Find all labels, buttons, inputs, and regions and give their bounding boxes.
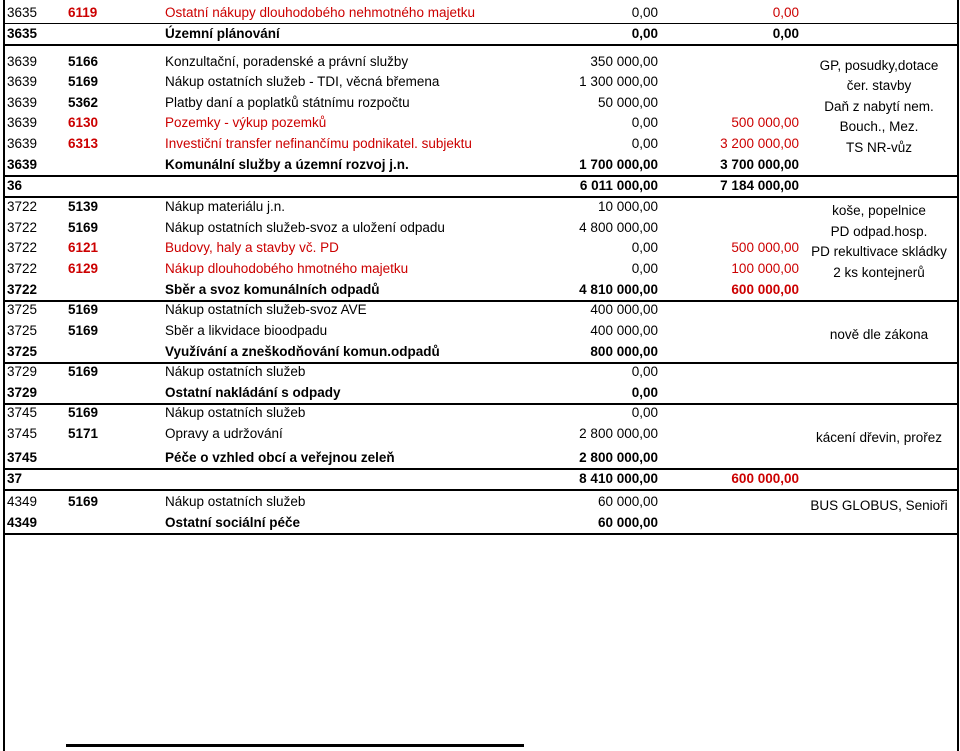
- item-description: Nákup ostatních služeb - TDI, věcná břemena: [165, 74, 440, 89]
- amount-change: [625, 300, 799, 320]
- amount-change: [625, 342, 799, 362]
- amount-change: [625, 492, 799, 512]
- item-description: Investiční transfer nefinančímu podnikatel. subjektu: [165, 136, 472, 151]
- row-note: čer. stavby: [846, 78, 912, 93]
- paragraph-code: 3725: [7, 302, 38, 317]
- item-description: Nákup ostatních služeb: [165, 405, 306, 420]
- item-code: [68, 176, 158, 196]
- amount-original: 0,00: [631, 26, 658, 41]
- table-row: [5, 134, 957, 154]
- item-code: 6119: [68, 5, 98, 20]
- amount-original: 4 800 000,00: [579, 220, 658, 235]
- amount-change: 3 200 000,00: [720, 136, 799, 151]
- item-description: Ostatní nákupy dlouhodobého nehmotného majetku: [165, 5, 475, 20]
- amount-original: 6 011 000,00: [579, 178, 658, 193]
- table-row: [5, 280, 957, 302]
- item-description: Konzultační, poradenské a právní služby: [165, 54, 409, 69]
- item-code: 5169: [68, 405, 99, 420]
- paragraph-code: 3635: [7, 5, 38, 20]
- amount-original: 0,00: [631, 364, 658, 379]
- table-row: [5, 24, 957, 46]
- paragraph-code: 3722: [7, 220, 38, 235]
- amount-original: 4 810 000,00: [579, 282, 658, 297]
- item-code: [68, 469, 158, 489]
- item-code: 5169: [68, 323, 99, 338]
- row-note: [803, 342, 955, 362]
- paragraph-code: 36: [7, 178, 23, 193]
- table-row: [5, 342, 957, 364]
- amount-change: [625, 218, 799, 238]
- table-row: [5, 492, 957, 512]
- row-note: BUS GLOBUS, Senioři: [810, 498, 948, 513]
- paragraph-code: 4349: [7, 515, 38, 530]
- row-note: koše, popelnice: [832, 203, 926, 218]
- table-row: [5, 93, 957, 113]
- table-row: [5, 155, 957, 177]
- row-note: nově dle zákona: [829, 327, 929, 342]
- item-description: Nákup dlouhodobého hmotného majetku: [165, 261, 409, 276]
- item-code: 5169: [68, 74, 99, 89]
- item-description: Budovy, haly a stavby vč. PD: [165, 240, 339, 255]
- amount-original: 2 800 000,00: [579, 450, 658, 465]
- amount-change: [625, 448, 799, 468]
- paragraph-code: 3729: [7, 364, 38, 379]
- item-code: [68, 448, 158, 468]
- table-row: [5, 424, 957, 444]
- item-code: 5166: [68, 54, 99, 69]
- item-description: Ostatní nakládání s odpady: [165, 385, 341, 400]
- row-note: [803, 469, 955, 489]
- table-row: [5, 448, 957, 470]
- item-description: Nákup ostatních služeb: [165, 364, 306, 379]
- row-note: PD odpad.hosp.: [830, 224, 928, 239]
- amount-change: [625, 513, 799, 533]
- item-description: Sběr a svoz komunálních odpadů: [165, 282, 380, 297]
- item-description: Nákup ostatních služeb-svoz AVE: [165, 302, 367, 317]
- table-row: [5, 218, 957, 238]
- table-row: [5, 238, 957, 258]
- item-code: 5169: [68, 494, 99, 509]
- item-code: 6121: [68, 240, 99, 255]
- row-note: [803, 280, 955, 300]
- paragraph-code: 3725: [7, 344, 38, 359]
- amount-original: 0,00: [631, 405, 658, 420]
- item-code: 5139: [68, 199, 99, 214]
- amount-change: 500 000,00: [731, 240, 799, 255]
- amount-change: [625, 403, 799, 423]
- amount-change: 3 700 000,00: [720, 157, 799, 172]
- amount-original: 1 300 000,00: [579, 74, 658, 89]
- paragraph-code: 3639: [7, 74, 38, 89]
- amount-change: [625, 72, 799, 92]
- amount-change: [625, 197, 799, 217]
- table-row: [5, 259, 957, 279]
- row-note: Bouch., Mez.: [839, 119, 919, 134]
- amount-original: 0,00: [631, 385, 658, 400]
- row-note: GP, posudky,dotace: [819, 58, 939, 73]
- table-row: [5, 113, 957, 133]
- paragraph-code: 3635: [7, 26, 38, 41]
- amount-original: 350 000,00: [590, 54, 658, 69]
- amount-original: 0,00: [631, 261, 658, 276]
- item-description: Pozemky - výkup pozemků: [165, 115, 327, 130]
- paragraph-code: 3722: [7, 199, 38, 214]
- amount-original: 0,00: [631, 5, 658, 20]
- paragraph-code: 3745: [7, 405, 38, 420]
- amount-change: [625, 424, 799, 444]
- row-note: [803, 155, 955, 175]
- row-note: [803, 362, 955, 382]
- item-description: Nákup materiálu j.n.: [165, 199, 286, 214]
- amount-change: 600 000,00: [731, 282, 799, 297]
- paragraph-code: 3745: [7, 450, 38, 465]
- table-row: [5, 197, 957, 217]
- amount-original: 0,00: [631, 136, 658, 151]
- item-description: Ostatní sociální péče: [165, 515, 301, 530]
- item-description: Péče o vzhled obcí a veřejnou zeleň: [165, 450, 395, 465]
- item-code: [68, 383, 158, 403]
- row-note: Daň z nabytí nem.: [824, 99, 934, 114]
- row-note: [803, 24, 955, 44]
- paragraph-code: 3639: [7, 136, 38, 151]
- table-row: [5, 383, 957, 405]
- table-row: [5, 513, 957, 535]
- table-row: [5, 176, 957, 198]
- item-code: 5169: [68, 364, 99, 379]
- table-row: [5, 3, 957, 24]
- amount-change: [625, 321, 799, 341]
- item-description: Nákup ostatních služeb-svoz a uložení odpadu: [165, 220, 445, 235]
- amount-original: 800 000,00: [590, 344, 658, 359]
- row-note: PD rekultivace skládky: [811, 244, 947, 259]
- paragraph-code: 3725: [7, 323, 38, 338]
- amount-original: 10 000,00: [597, 199, 658, 214]
- item-description: Platby daní a poplatků státnímu rozpočtu: [165, 95, 410, 110]
- table-row: [5, 321, 957, 341]
- paragraph-code: 3722: [7, 240, 38, 255]
- right-border: [957, 0, 959, 751]
- item-code: 6129: [68, 261, 99, 276]
- amount-original: 50 000,00: [597, 95, 658, 110]
- amount-original: 60 000,00: [597, 494, 658, 509]
- item-code: [68, 155, 158, 175]
- amount-change: 600 000,00: [731, 471, 799, 486]
- amount-original: 1 700 000,00: [579, 157, 658, 172]
- row-note: [803, 300, 955, 320]
- amount-original: 0,00: [631, 115, 658, 130]
- amount-original: 400 000,00: [590, 302, 658, 317]
- paragraph-code: 3729: [7, 385, 38, 400]
- amount-change: 500 000,00: [731, 115, 799, 130]
- item-description: Komunální služby a územní rozvoj j.n.: [165, 157, 409, 172]
- item-description: Sběr a likvidace bioodpadu: [165, 323, 328, 338]
- paragraph-code: 3722: [7, 261, 38, 276]
- amount-change: 7 184 000,00: [720, 178, 799, 193]
- item-code: [68, 280, 158, 300]
- row-note: [803, 403, 955, 423]
- paragraph-code: 3639: [7, 157, 38, 172]
- item-code: [68, 24, 158, 44]
- paragraph-code: 3722: [7, 282, 38, 297]
- amount-original: 0,00: [631, 240, 658, 255]
- amount-change: [625, 383, 799, 403]
- item-description: Územní plánování: [165, 26, 280, 41]
- table-row: [5, 72, 957, 92]
- row-note: [803, 513, 955, 533]
- row-note: 2 ks kontejnerů: [833, 265, 925, 280]
- item-description: Využívání a zneškodňování komun.odpadů: [165, 344, 440, 359]
- table-row: [5, 403, 957, 423]
- item-code: 5362: [68, 95, 99, 110]
- item-description: Opravy a udržování: [165, 426, 283, 441]
- amount-change: [625, 93, 799, 113]
- item-code: [68, 342, 158, 362]
- table-row: [5, 362, 957, 382]
- amount-original: 400 000,00: [590, 323, 658, 338]
- amount-change: [625, 362, 799, 382]
- amount-original: 8 410 000,00: [579, 471, 658, 486]
- row-note: [803, 176, 955, 196]
- paragraph-code: 3639: [7, 54, 38, 69]
- amount-change: [625, 52, 799, 72]
- table-row: [5, 52, 957, 72]
- item-code: 6130: [68, 115, 99, 130]
- amount-change: 0,00: [772, 5, 799, 20]
- item-code: 5171: [68, 426, 99, 441]
- row-note: [803, 383, 955, 403]
- paragraph-code: 3745: [7, 426, 38, 441]
- row-note: [803, 3, 955, 23]
- item-code: 5169: [68, 220, 99, 235]
- amount-original: 2 800 000,00: [579, 426, 658, 441]
- row-note: [803, 448, 955, 468]
- amount-change: 0,00: [772, 26, 799, 41]
- item-code: [68, 513, 158, 533]
- row-note: TS NR-vůz: [845, 140, 912, 155]
- item-code: 6313: [68, 136, 99, 151]
- table-row: [5, 469, 957, 491]
- item-description: Nákup ostatních služeb: [165, 494, 306, 509]
- paragraph-code: 3639: [7, 115, 38, 130]
- bottom-rule: [66, 744, 524, 747]
- paragraph-code: 3639: [7, 95, 38, 110]
- paragraph-code: 4349: [7, 494, 38, 509]
- amount-original: 60 000,00: [597, 515, 658, 530]
- amount-change: 100 000,00: [731, 261, 799, 276]
- paragraph-code: 37: [7, 471, 23, 486]
- item-code: 5169: [68, 302, 99, 317]
- table-row: [5, 300, 957, 320]
- row-note: kácení dřevin, prořez: [815, 430, 943, 445]
